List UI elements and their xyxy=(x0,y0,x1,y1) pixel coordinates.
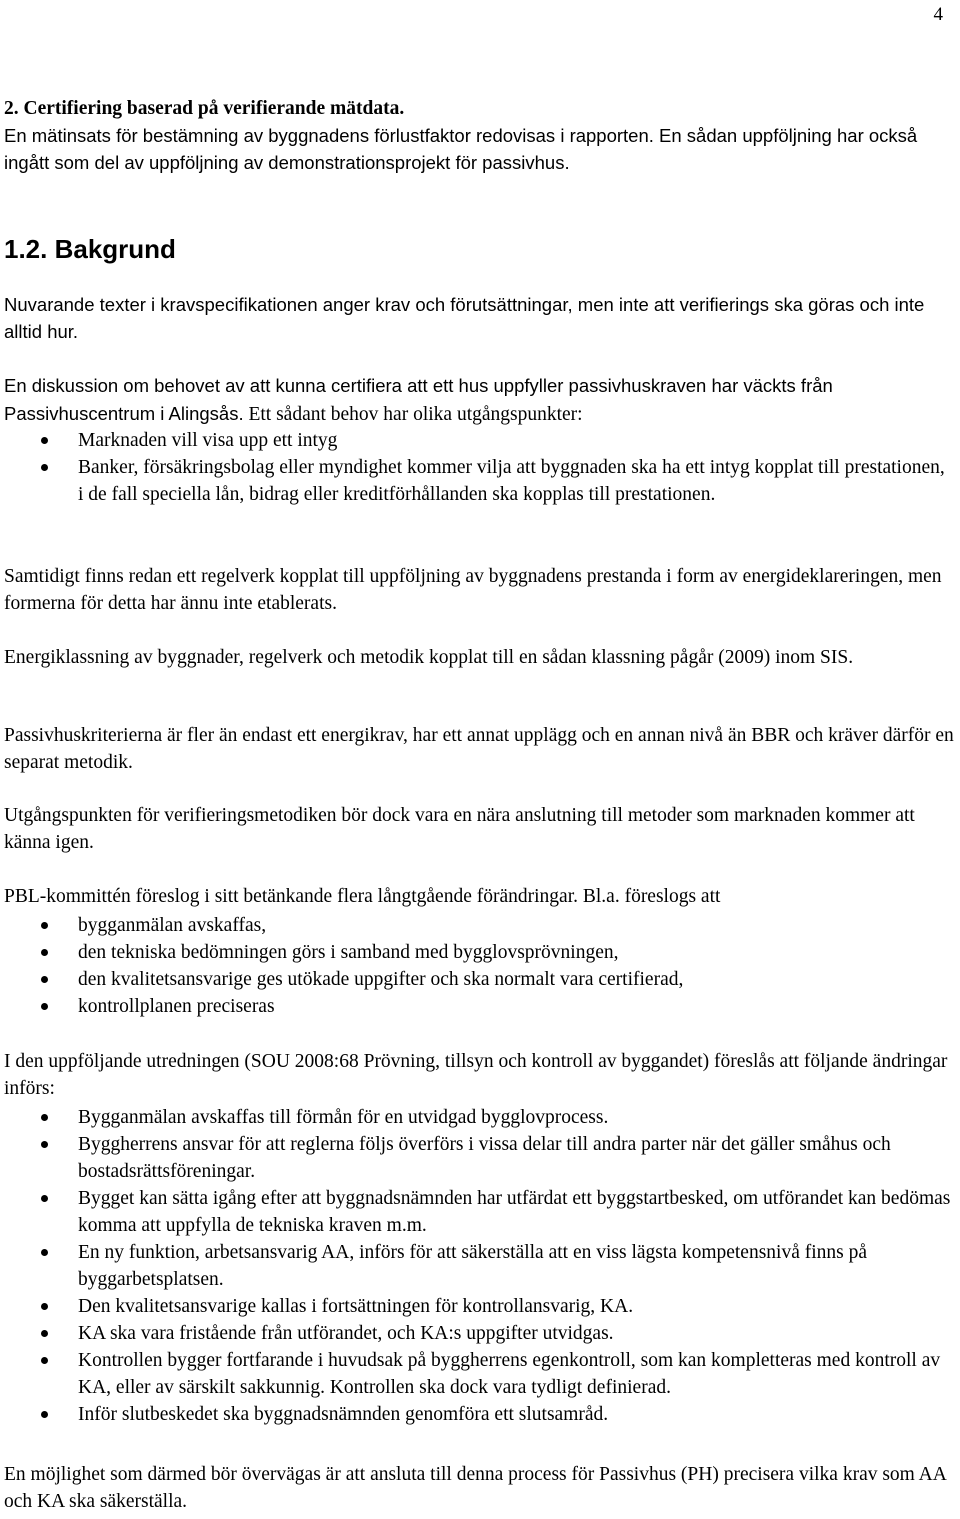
bullet-icon xyxy=(41,464,48,471)
bullet-icon xyxy=(41,1195,48,1202)
bullet-icon xyxy=(41,1003,48,1010)
certification-item xyxy=(4,95,954,176)
list-item: Kontrollen bygger fortfarande i huvudsak på byggherrens egenkontroll, som kan kompletteras med kontroll av KA, eller av särskilt sakkunnig. Kontrollen ska dock vara tydligt definierad. xyxy=(4,1347,954,1401)
paragraph-requirements: Nuvarande texter i kravspecifikationen anger krav och förutsättningar, men inte att verifierings ska göras och inte alltid hur. xyxy=(4,294,925,342)
page-number: 4 xyxy=(933,4,943,25)
list-item: bygganmälan avskaffas, xyxy=(4,912,954,939)
list-item: Bygganmälan avskaffas till förmån för en utvidgad bygglovprocess. xyxy=(4,1104,954,1131)
paragraph-discussion xyxy=(4,372,954,428)
paragraph-pbl-committee: PBL-kommittén föreslog i sitt betänkande flera långtgående förändringar. Bl.a. föreslogs att xyxy=(4,886,721,907)
paragraph-conclusion: En möjlighet som därmed bör övervägas är att ansluta till denna process för Passivhus (PH) precisera vilka krav som AA och KA ska säkerställa. xyxy=(4,1464,946,1512)
paragraph-passive-criteria: Passivhuskriterierna är fler än endast ett energikrav, har ett annat upplägg och en annan nivå än BBR och kräver därför en separat metodik. xyxy=(4,725,954,773)
list-item: Bygget kan sätta igång efter att byggnadsnämnden har utfärdat ett byggstartbesked, om utförandet kan bedömas komma att uppfylla de tekniska kraven m.m. xyxy=(4,1185,954,1239)
list-item: Inför slutbeskedet ska byggnadsnämnden genomföra ett slutsamråd. xyxy=(4,1401,954,1428)
bullet-icon xyxy=(41,1357,48,1364)
bullet-icon xyxy=(41,1330,48,1337)
list-item: En ny funktion, arbetsansvarig AA, införs för att säkerställa att en viss lägsta kompetensnivå finns på byggarbetsplatsen. xyxy=(4,1239,954,1293)
bullet-icon xyxy=(41,1411,48,1418)
bullet-icon xyxy=(41,1249,48,1256)
bullet-icon xyxy=(41,1141,48,1148)
list-item: Banker, försäkringsbolag eller myndighet kommer vilja att byggnaden ska ha ett intyg kopplat till prestationen, i de fall speciella lån, bidrag eller kreditförhållanden ska kopplas till prestationen. xyxy=(4,454,954,508)
bullet-icon xyxy=(41,437,48,444)
motivation-list xyxy=(4,427,954,508)
list-item: kontrollplanen preciseras xyxy=(4,993,954,1020)
paragraph-energy-declaration: Samtidigt finns redan ett regelverk kopplat till uppföljning av byggnadens prestanda i form av energideklareringen, men formerna för detta har ännu inte etablerats. xyxy=(4,566,942,614)
discussion-text: En diskussion om behovet av att kunna certifiera att ett hus uppfyller passivhuskraven har väckts från Passivhuscentrum i Alingsås. xyxy=(4,375,833,424)
bullet-icon xyxy=(41,1114,48,1121)
paragraph-energy-classification: Energiklassning av byggnader, regelverk och metodik kopplat till en sådan klassning pågår (2009) inom SIS. xyxy=(4,647,854,668)
discussion-followup: Ett sådant behov har olika utgångspunkter: xyxy=(243,404,583,425)
list-item: Den kvalitetsansvarige kallas i fortsättningen för kontrollansvarig, KA. xyxy=(4,1293,954,1320)
bullet-icon xyxy=(41,1303,48,1310)
pbl-proposals-list xyxy=(4,912,954,1020)
list-item: den tekniska bedömningen görs i samband med bygglovsprövningen, xyxy=(4,939,954,966)
section-title: 1.2. Bakgrund xyxy=(4,234,176,264)
bullet-icon xyxy=(41,922,48,929)
certification-heading: 2. Certifiering baserad på verifierande mätdata. xyxy=(4,98,405,119)
proposed-changes-list xyxy=(4,1104,954,1428)
paragraph-followup-inquiry: I den uppföljande utredningen (SOU 2008:68 Prövning, tillsyn och kontroll av byggandet) föreslås att följande ändringar införs: xyxy=(4,1051,948,1099)
paragraph-method-basis: Utgångspunkten för verifieringsmetodiken bör dock vara en nära anslutning till metoder som marknaden kommer att känna igen. xyxy=(4,805,915,853)
list-item: Byggherrens ansvar för att reglerna följs överförs i vissa delar till andra parter när det gäller småhus och bostadsrättsföreningar. xyxy=(4,1131,954,1185)
list-item: Marknaden vill visa upp ett intyg xyxy=(4,427,954,454)
list-item: KA ska vara fristående från utförandet, och KA:s uppgifter utvidgas. xyxy=(4,1320,954,1347)
list-item: den kvalitetsansvarige ges utökade uppgifter och ska normalt vara certifierad, xyxy=(4,966,954,993)
bullet-icon xyxy=(41,976,48,983)
certification-text: En mätinsats för bestämning av byggnadens förlustfaktor redovisas i rapporten. En sådan uppföljning har också ingått som del av uppföljning av demonstrationsprojekt för passivhus. xyxy=(4,125,918,173)
bullet-icon xyxy=(41,949,48,956)
